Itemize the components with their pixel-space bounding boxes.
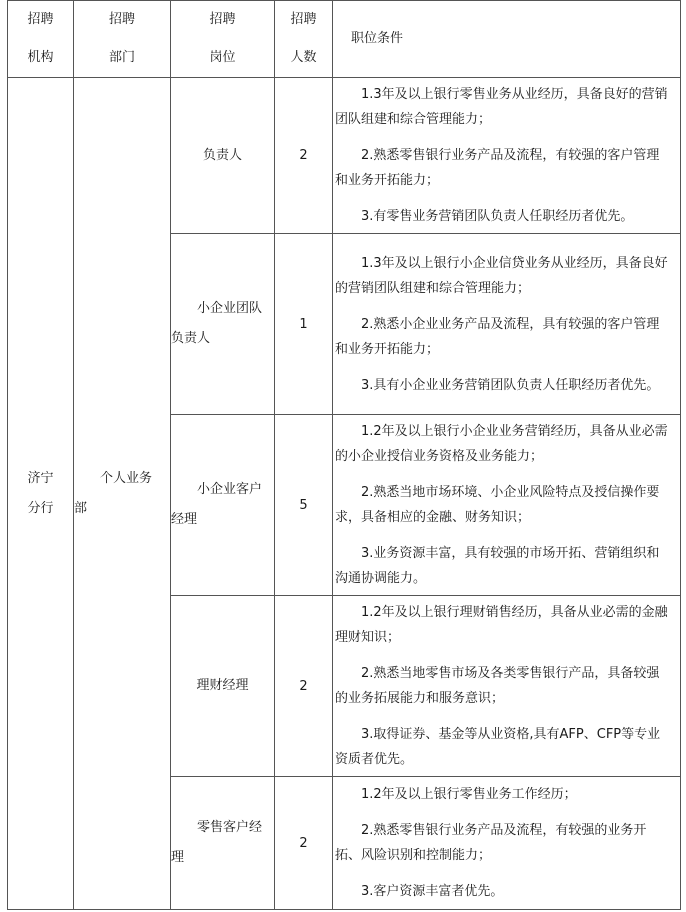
- count-cell: [275, 234, 333, 415]
- requirement-item: 3.业务资源丰富，具有较强的市场开拓、营销组织和沟通协调能力。: [335, 546, 660, 586]
- requirement-item: 3.客户资源丰富者优先。: [361, 884, 504, 899]
- count-value: 5: [299, 497, 308, 513]
- header-position-line2: 岗位: [209, 50, 236, 65]
- org-cell: [8, 78, 74, 910]
- count-value: 2: [299, 148, 308, 163]
- position-line1: 理财经理: [196, 678, 249, 693]
- requirement-item: 1.2年及以上银行零售业务工作经历；: [361, 787, 577, 802]
- requirement-item: 2.熟悉当地零售市场及各类零售银行产品，具备较强的业务拓展能力和服务意识；: [335, 666, 660, 706]
- dept-cell: [74, 78, 171, 910]
- count-cell: [275, 415, 333, 596]
- header-org: [8, 1, 74, 78]
- count-value: 1: [299, 316, 308, 332]
- header-count: [275, 1, 333, 78]
- header-row: [8, 1, 681, 78]
- recruitment-table: [7, 0, 681, 910]
- requirements-cell: [333, 777, 681, 910]
- requirement-item: 3.具有小企业业务营销团队负责人任职经历者优先。: [361, 377, 660, 393]
- count-cell: [275, 596, 333, 777]
- requirement-item: 2.熟悉小企业业务产品及流程，具有较强的客户管理和业务开拓能力；: [335, 316, 660, 357]
- position-line1: 小企业客户: [197, 482, 263, 497]
- position-line2: 负责人: [171, 331, 211, 346]
- position-line1: 负责人: [202, 147, 242, 163]
- position-line2: 经理: [171, 512, 198, 527]
- org-line2: 分行: [27, 500, 54, 516]
- count-value: 2: [299, 835, 308, 851]
- requirement-item: 3.取得证券、基金等从业资格,具有AFP、CFP等专业资质者优先。: [335, 727, 661, 767]
- dept-line2: 部: [74, 500, 88, 516]
- dept-line1: 个人业务: [100, 470, 153, 486]
- position-line1: 小企业团队: [197, 301, 263, 316]
- header-count-line2: 人数: [290, 50, 317, 65]
- header-org-line1: 招聘: [27, 12, 54, 27]
- header-dept: [74, 1, 171, 78]
- position-line1: 零售客户经: [197, 820, 263, 835]
- requirements-cell: [333, 415, 681, 596]
- header-org-line2: 机构: [27, 50, 54, 65]
- requirement-item: 2.熟悉零售银行业务产品及流程，有较强的业务开拓、风险识别和控制能力；: [335, 823, 647, 863]
- header-position-line1: 招聘: [209, 12, 236, 27]
- requirement-item: 1.2年及以上银行小企业业务营销经历，具备从业必需的小企业授信业务资格及业务能力；: [335, 424, 668, 464]
- requirement-item: 1.3年及以上银行小企业信贷业务从业经历，具备良好的营销团队组建和综合管理能力；: [335, 255, 668, 296]
- count-cell: [275, 777, 333, 910]
- requirement-item: 2.熟悉当地市场环境、小企业风险特点及授信操作要求，具备相应的金融、财务知识；: [335, 485, 660, 525]
- requirement-item: 1.3年及以上银行零售业务从业经历，具备良好的营销团队组建和综合管理能力；: [335, 87, 668, 127]
- position-cell: [171, 777, 275, 910]
- requirements-cell: [333, 234, 681, 415]
- header-requirements: [333, 1, 681, 78]
- header-requirements-label: 职位条件: [351, 31, 404, 46]
- requirement-item: 3.有零售业务营销团队负责人任职经历者优先。: [361, 209, 634, 224]
- position-cell: [171, 78, 275, 234]
- position-cell: [171, 234, 275, 415]
- requirement-item: 1.2年及以上银行理财销售经历，具备从业必需的金融理财知识；: [335, 605, 668, 645]
- requirement-item: 2.熟悉零售银行业务产品及流程，有较强的客户管理和业务开拓能力；: [335, 148, 660, 188]
- requirements-cell: [333, 596, 681, 777]
- header-position: [171, 1, 275, 78]
- count-value: 2: [299, 678, 308, 694]
- header-count-line1: 招聘: [290, 12, 317, 27]
- header-dept-line2: 部门: [108, 50, 135, 65]
- position-cell: [171, 415, 275, 596]
- table-row: [8, 78, 681, 234]
- count-cell: [275, 78, 333, 234]
- org-line1: 济宁: [27, 470, 54, 486]
- position-line2: 理: [171, 850, 185, 865]
- position-cell: [171, 596, 275, 777]
- requirements-cell: [333, 78, 681, 234]
- header-dept-line1: 招聘: [108, 12, 135, 27]
